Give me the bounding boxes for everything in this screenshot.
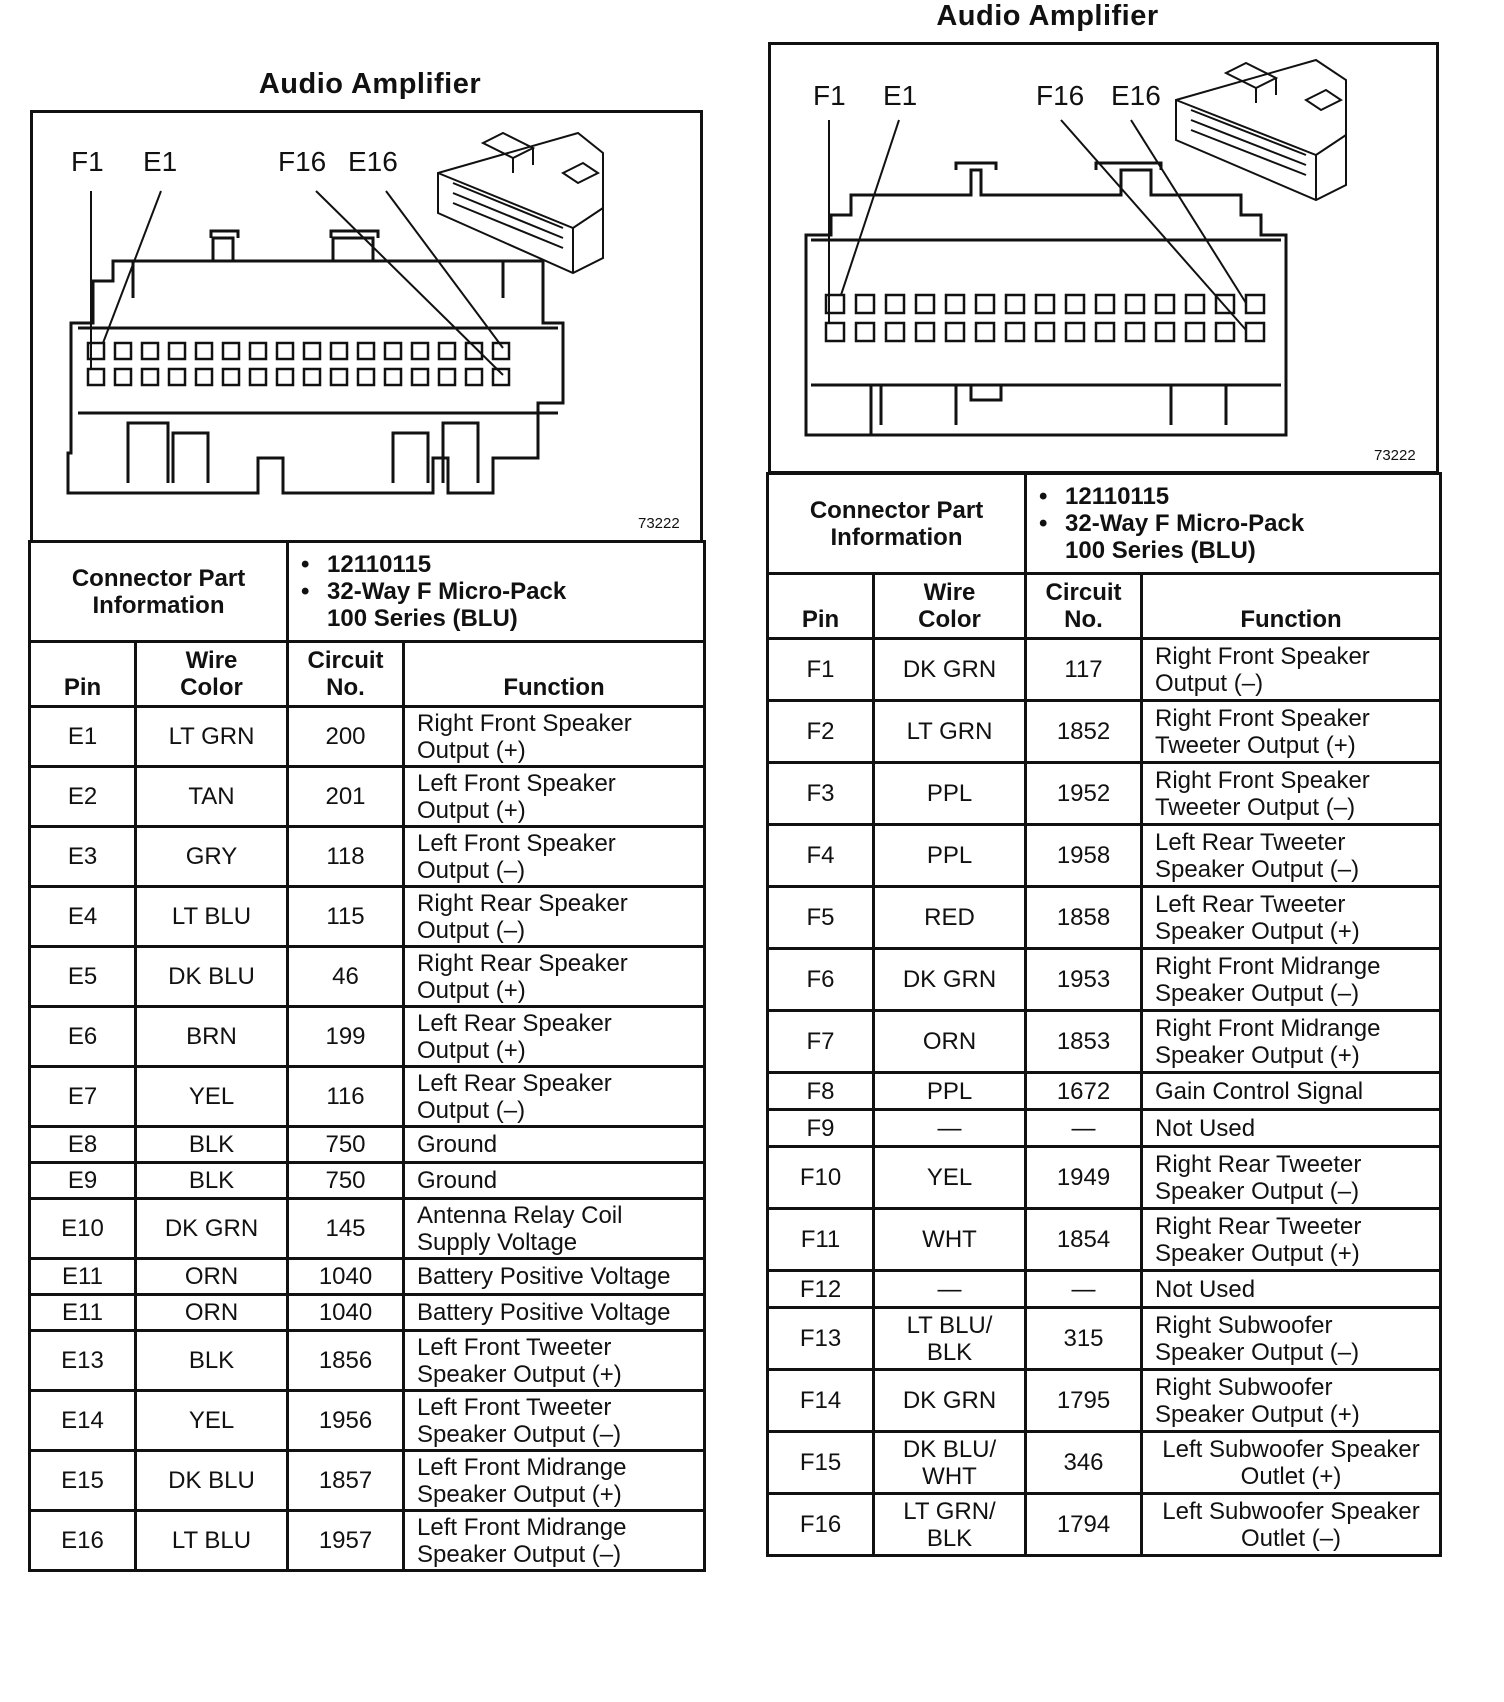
left-function-cell: Antenna Relay Coil Supply Voltage xyxy=(404,1199,705,1259)
left-circuit-cell: 1040 xyxy=(288,1295,404,1331)
right-wire-cell: PPL xyxy=(874,825,1026,887)
left-pin-cell: E14 xyxy=(30,1391,136,1451)
right-circuit-cell: 1953 xyxy=(1026,949,1142,1011)
left-table-row xyxy=(30,1163,705,1199)
right-connector-drawing xyxy=(771,45,1442,477)
right-function-cell: Right Front Midrange Speaker Output (+) xyxy=(1142,1011,1441,1073)
right-wire-cell: YEL xyxy=(874,1147,1026,1209)
right-circuit-cell: — xyxy=(1026,1110,1142,1147)
left-circuit-cell: 750 xyxy=(288,1163,404,1199)
left-circuit-cell: 145 xyxy=(288,1199,404,1259)
right-circuit-cell: 315 xyxy=(1026,1308,1142,1370)
right-header-circuit: Circuit No. xyxy=(1026,574,1142,639)
left-pin-cell: E16 xyxy=(30,1511,136,1571)
left-pin-cell: E5 xyxy=(30,947,136,1007)
left-circuit-cell: 115 xyxy=(288,887,404,947)
left-wire-cell: ORN xyxy=(136,1295,288,1331)
left-wire-cell: BLK xyxy=(136,1331,288,1391)
right-circuit-cell: — xyxy=(1026,1271,1142,1308)
right-pin-cell: F12 xyxy=(768,1271,874,1308)
left-pin-cell: E13 xyxy=(30,1331,136,1391)
right-function-cell: Gain Control Signal xyxy=(1142,1073,1441,1110)
left-table-row xyxy=(30,767,705,827)
left-circuit-cell: 1957 xyxy=(288,1511,404,1571)
right-pin-cell: F10 xyxy=(768,1147,874,1209)
right-function-cell: Right Front Speaker Tweeter Output (+) xyxy=(1142,701,1441,763)
left-table-row xyxy=(30,1511,705,1571)
right-pin-cell: F8 xyxy=(768,1073,874,1110)
left-function-cell: Left Rear Speaker Output (–) xyxy=(404,1067,705,1127)
left-pin-cell: E11 xyxy=(30,1295,136,1331)
left-header-function: Function xyxy=(404,642,705,707)
left-connector-diagram xyxy=(30,110,703,543)
left-table-row xyxy=(30,827,705,887)
left-wire-cell: ORN xyxy=(136,1259,288,1295)
left-wire-cell: DK BLU xyxy=(136,1451,288,1511)
left-wire-cell: TAN xyxy=(136,767,288,827)
left-pin-cell: E9 xyxy=(30,1163,136,1199)
right-label-e16: E16 xyxy=(1111,80,1161,111)
right-pin-cell: F6 xyxy=(768,949,874,1011)
left-circuit-cell: 118 xyxy=(288,827,404,887)
right-wire-cell: PPL xyxy=(874,1073,1026,1110)
left-table-row xyxy=(30,1259,705,1295)
left-table-row xyxy=(30,1127,705,1163)
right-wire-cell: DK GRN xyxy=(874,949,1026,1011)
right-function-cell: Right Subwoofer Speaker Output (+) xyxy=(1142,1370,1441,1432)
left-label-f1: F1 xyxy=(71,146,104,177)
right-rows xyxy=(768,639,1441,1556)
right-table-row xyxy=(768,1271,1441,1308)
right-connector-diagram xyxy=(768,42,1439,474)
left-connector-drawing xyxy=(33,113,706,546)
right-pin-cell: F5 xyxy=(768,887,874,949)
left-function-cell: Right Front Speaker Output (+) xyxy=(404,707,705,767)
left-pin-cell: E7 xyxy=(30,1067,136,1127)
right-function-cell: Not Used xyxy=(1142,1110,1441,1147)
right-pin-cell: F16 xyxy=(768,1494,874,1556)
left-function-cell: Left Rear Speaker Output (+) xyxy=(404,1007,705,1067)
right-wire-cell: LT GRN/ BLK xyxy=(874,1494,1026,1556)
right-table-row xyxy=(768,1432,1441,1494)
right-title: Audio Amplifier xyxy=(936,0,1159,32)
left-wire-cell: DK GRN xyxy=(136,1199,288,1259)
right-pin-table xyxy=(766,472,1442,1557)
left-label-e1: E1 xyxy=(143,146,178,177)
right-wire-cell: WHT xyxy=(874,1209,1026,1271)
right-function-cell: Left Subwoofer Speaker Outlet (+) xyxy=(1142,1432,1441,1494)
right-table-row xyxy=(768,1209,1441,1271)
right-table-row xyxy=(768,701,1441,763)
left-pin-cell: E2 xyxy=(30,767,136,827)
left-circuit-cell: 200 xyxy=(288,707,404,767)
left-table-row xyxy=(30,887,705,947)
right-pin-cell: F4 xyxy=(768,825,874,887)
left-rows xyxy=(30,707,705,1571)
left-circuit-cell: 750 xyxy=(288,1127,404,1163)
right-label-f16: F16 xyxy=(1036,80,1085,111)
right-pin-cell: F1 xyxy=(768,639,874,701)
right-table-row xyxy=(768,1073,1441,1110)
right-wire-cell: LT GRN xyxy=(874,701,1026,763)
right-wire-cell: DK GRN xyxy=(874,639,1026,701)
left-function-cell: Left Front Speaker Output (–) xyxy=(404,827,705,887)
right-circuit-cell: 1795 xyxy=(1026,1370,1142,1432)
right-pin-cell: F2 xyxy=(768,701,874,763)
right-circuit-cell: 1852 xyxy=(1026,701,1142,763)
left-pin-cell: E11 xyxy=(30,1259,136,1295)
right-wire-cell: ORN xyxy=(874,1011,1026,1073)
left-circuit-cell: 116 xyxy=(288,1067,404,1127)
right-table-row xyxy=(768,1308,1441,1370)
left-table-row xyxy=(30,1295,705,1331)
right-function-cell: Right Front Midrange Speaker Output (–) xyxy=(1142,949,1441,1011)
left-circuit-cell: 1956 xyxy=(288,1391,404,1451)
left-table-row xyxy=(30,1451,705,1511)
left-wire-cell: BLK xyxy=(136,1163,288,1199)
right-pin-cell: F3 xyxy=(768,763,874,825)
left-circuit-cell: 1856 xyxy=(288,1331,404,1391)
left-circuit-cell: 199 xyxy=(288,1007,404,1067)
left-function-cell: Ground xyxy=(404,1127,705,1163)
right-pin-cell: F7 xyxy=(768,1011,874,1073)
right-function-cell: Right Front Speaker Output (–) xyxy=(1142,639,1441,701)
right-wire-cell: PPL xyxy=(874,763,1026,825)
left-function-cell: Battery Positive Voltage xyxy=(404,1295,705,1331)
left-circuit-cell: 1857 xyxy=(288,1451,404,1511)
right-table-row xyxy=(768,1494,1441,1556)
right-wire-cell: DK BLU/ WHT xyxy=(874,1432,1026,1494)
right-pin-cell: F9 xyxy=(768,1110,874,1147)
left-function-cell: Battery Positive Voltage xyxy=(404,1259,705,1295)
right-table-row xyxy=(768,1110,1441,1147)
right-function-cell: Right Subwoofer Speaker Output (–) xyxy=(1142,1308,1441,1370)
right-function-cell: Left Rear Tweeter Speaker Output (+) xyxy=(1142,887,1441,949)
left-pin-cell: E1 xyxy=(30,707,136,767)
right-table-row xyxy=(768,949,1441,1011)
left-function-cell: Right Rear Speaker Output (–) xyxy=(404,887,705,947)
left-circuit-cell: 46 xyxy=(288,947,404,1007)
left-wire-cell: LT BLU xyxy=(136,1511,288,1571)
right-circuit-cell: 1672 xyxy=(1026,1073,1142,1110)
left-connector-label: Connector Part Information xyxy=(30,542,288,642)
left-wire-cell: LT BLU xyxy=(136,887,288,947)
left-pin-cell: E3 xyxy=(30,827,136,887)
right-function-cell: Left Subwoofer Speaker Outlet (–) xyxy=(1142,1494,1441,1556)
left-function-cell: Ground xyxy=(404,1163,705,1199)
right-function-cell: Right Front Speaker Tweeter Output (–) xyxy=(1142,763,1441,825)
right-wire-cell: RED xyxy=(874,887,1026,949)
left-table-row xyxy=(30,1007,705,1067)
right-function-cell: Right Rear Tweeter Speaker Output (–) xyxy=(1142,1147,1441,1209)
right-circuit-cell: 1794 xyxy=(1026,1494,1142,1556)
left-pin-cell: E4 xyxy=(30,887,136,947)
left-wire-cell: BLK xyxy=(136,1127,288,1163)
right-circuit-cell: 1853 xyxy=(1026,1011,1142,1073)
left-label-e16: E16 xyxy=(348,146,398,177)
left-pin-table xyxy=(28,540,706,1572)
left-pin-cell: E15 xyxy=(30,1451,136,1511)
right-function-cell: Left Rear Tweeter Speaker Output (–) xyxy=(1142,825,1441,887)
right-figure-number: 73222 xyxy=(1374,447,1416,464)
left-pin-cell: E8 xyxy=(30,1127,136,1163)
right-table-row xyxy=(768,639,1441,701)
left-table-row xyxy=(30,1391,705,1451)
left-function-cell: Left Front Midrange Speaker Output (+) xyxy=(404,1451,705,1511)
right-circuit-cell: 1854 xyxy=(1026,1209,1142,1271)
right-function-cell: Right Rear Tweeter Speaker Output (+) xyxy=(1142,1209,1441,1271)
left-function-cell: Right Rear Speaker Output (+) xyxy=(404,947,705,1007)
right-wire-cell: — xyxy=(874,1271,1026,1308)
left-circuit-cell: 201 xyxy=(288,767,404,827)
left-pin-cell: E10 xyxy=(30,1199,136,1259)
left-wire-cell: YEL xyxy=(136,1067,288,1127)
left-function-cell: Left Front Midrange Speaker Output (–) xyxy=(404,1511,705,1571)
right-table-row xyxy=(768,1147,1441,1209)
right-label-e1: E1 xyxy=(883,80,918,111)
left-header-wire: Wire Color xyxy=(136,642,288,707)
right-table-row xyxy=(768,1011,1441,1073)
right-function-cell: Not Used xyxy=(1142,1271,1441,1308)
right-circuit-cell: 1858 xyxy=(1026,887,1142,949)
right-header-wire: Wire Color xyxy=(874,574,1026,639)
right-label-f1: F1 xyxy=(813,80,846,111)
right-table-row xyxy=(768,1370,1441,1432)
right-wire-cell: LT BLU/ BLK xyxy=(874,1308,1026,1370)
left-header-pin: Pin xyxy=(30,642,136,707)
left-wire-cell: BRN xyxy=(136,1007,288,1067)
right-pin-cell: F15 xyxy=(768,1432,874,1494)
left-circuit-cell: 1040 xyxy=(288,1259,404,1295)
right-circuit-cell: 1958 xyxy=(1026,825,1142,887)
right-table-row xyxy=(768,763,1441,825)
right-pin-cell: F14 xyxy=(768,1370,874,1432)
right-table-row xyxy=(768,825,1441,887)
right-wire-cell: DK GRN xyxy=(874,1370,1026,1432)
right-pin-cell: F11 xyxy=(768,1209,874,1271)
right-connector-label: Connector Part Information xyxy=(768,474,1026,574)
left-wire-cell: GRY xyxy=(136,827,288,887)
left-function-cell: Left Front Tweeter Speaker Output (–) xyxy=(404,1391,705,1451)
left-wire-cell: DK BLU xyxy=(136,947,288,1007)
left-wire-cell: LT GRN xyxy=(136,707,288,767)
right-table-row xyxy=(768,887,1441,949)
right-pin-cell: F13 xyxy=(768,1308,874,1370)
left-table-row xyxy=(30,947,705,1007)
right-circuit-cell: 1952 xyxy=(1026,763,1142,825)
left-table-row xyxy=(30,707,705,767)
left-figure-number: 73222 xyxy=(638,515,680,532)
right-circuit-cell: 117 xyxy=(1026,639,1142,701)
right-header-function: Function xyxy=(1142,574,1441,639)
left-header-circuit: Circuit No. xyxy=(288,642,404,707)
right-header-pin: Pin xyxy=(768,574,874,639)
right-part-info: • 12110115 • 32-Way F Micro-Pack 100 Series (BLU) xyxy=(1026,474,1441,574)
left-table-row xyxy=(30,1067,705,1127)
left-part-info: • 12110115 • 32-Way F Micro-Pack 100 Series (BLU) xyxy=(288,542,705,642)
right-circuit-cell: 346 xyxy=(1026,1432,1142,1494)
left-wire-cell: YEL xyxy=(136,1391,288,1451)
left-table-row xyxy=(30,1331,705,1391)
left-table-row xyxy=(30,1199,705,1259)
left-function-cell: Left Front Tweeter Speaker Output (+) xyxy=(404,1331,705,1391)
left-title: Audio Amplifier xyxy=(258,68,482,100)
left-pin-cell: E6 xyxy=(30,1007,136,1067)
right-circuit-cell: 1949 xyxy=(1026,1147,1142,1209)
left-label-f16: F16 xyxy=(278,146,327,177)
right-wire-cell: — xyxy=(874,1110,1026,1147)
left-function-cell: Left Front Speaker Output (+) xyxy=(404,767,705,827)
